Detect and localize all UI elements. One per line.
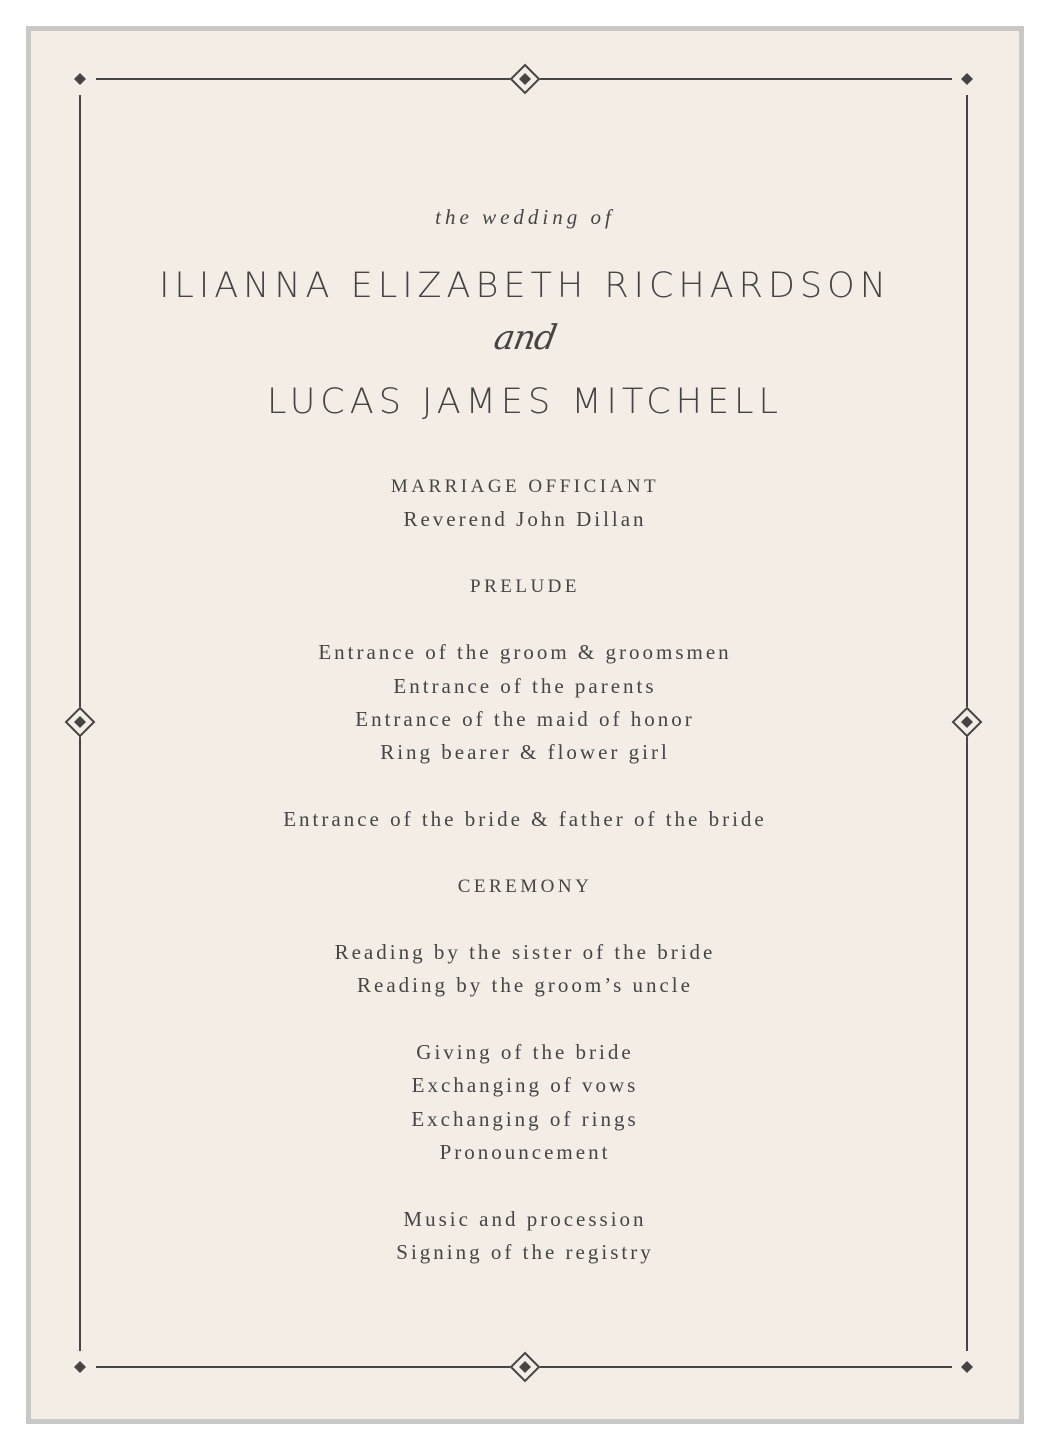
program-item: Music and procession [403, 1206, 647, 1231]
program-item: Signing of the registry [396, 1239, 654, 1264]
spacer [0, 603, 1050, 636]
program-item: Entrance of the bride & father of the bride [283, 806, 767, 831]
corner-diamond-icon [961, 73, 973, 85]
section-heading: PRELUDE [470, 575, 580, 597]
diamond-icon [519, 73, 531, 85]
program-item: Entrance of the groom & groomsmen [318, 640, 732, 665]
spacer [0, 770, 1050, 803]
partner-two-name: LUCAS JAMES MITCHELL [266, 382, 784, 422]
spacer [0, 1003, 1050, 1036]
conjunction-script: and [491, 318, 559, 358]
diamond-icon [519, 1361, 531, 1373]
program-item: Giving of the bride [416, 1040, 634, 1065]
program-item: Exchanging of rings [411, 1106, 639, 1131]
partner-one-name: ILIANNA ELIZABETH RICHARDSON [159, 266, 891, 306]
program-list [0, 470, 1050, 1269]
corner-diamond-icon [74, 73, 86, 85]
corner-diamond-icon [74, 1361, 86, 1373]
program-item: Reading by the groom’s uncle [357, 973, 693, 998]
spacer [0, 903, 1050, 936]
section-heading: MARRIAGE OFFICIANT [390, 476, 660, 497]
program-item: Pronouncement [439, 1139, 611, 1164]
spacer [0, 537, 1050, 570]
program-item: Reading by the sister of the bride [334, 940, 716, 965]
program-item: Reverend John Dillan [403, 507, 647, 532]
program-item: Ring bearer & flower girl [380, 740, 670, 765]
intro-text: the wedding of [435, 205, 615, 229]
corner-diamond-icon [961, 1361, 973, 1373]
program-item: Exchanging of vows [411, 1073, 639, 1098]
section-heading: CEREMONY [457, 875, 593, 897]
spacer [0, 836, 1050, 869]
spacer [0, 1169, 1050, 1202]
program-item: Entrance of the maid of honor [355, 707, 695, 732]
program-item: Entrance of the parents [393, 673, 657, 698]
